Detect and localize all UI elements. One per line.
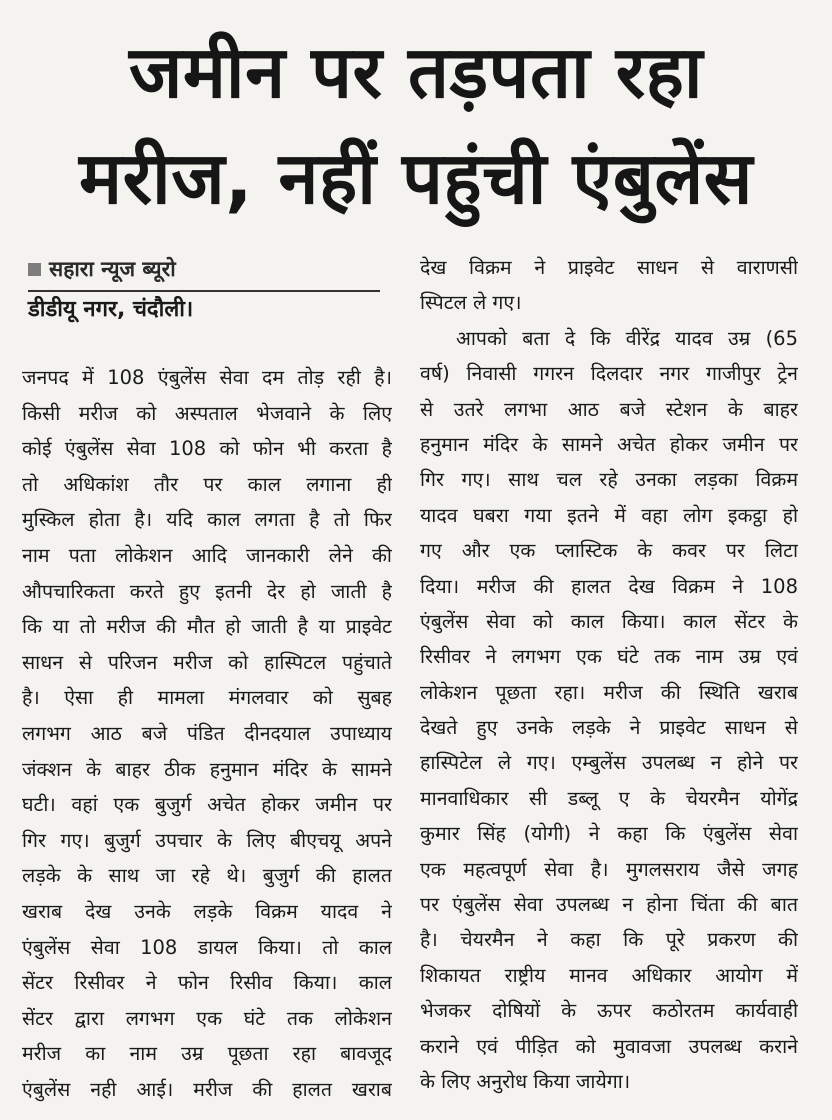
byline-block (28, 252, 380, 328)
article-column-right (420, 250, 798, 1099)
body-line: किसी मरीज को अस्पताल भेजवाने के लिए (22, 401, 392, 425)
body-line: वर्ष) निवासी गगरन दिलदार नगर गाजीपुर ट्रेन (420, 362, 798, 386)
body-line: से उतरे लगभा आठ बजे स्टेशन के बाहर (420, 397, 798, 421)
body-line: जंक्शन के बाहर ठीक हनुमान मंदिर के सामने (22, 757, 392, 781)
body-line: भेजकर दोषियों के ऊपर कठोरतम कार्यवाही (420, 999, 798, 1023)
body-line: दिया। मरीज की हालत देख विक्रम ने 108 (420, 574, 798, 598)
byline-text: सहारा न्यूज ब्यूरो (49, 257, 176, 281)
body-line: सेंटर रिसीवर ने फोन रिसीव किया। काल (22, 971, 392, 995)
body-line: गिर गए। साथ चल रहे उनका लड़का विक्रम (420, 468, 798, 492)
body-line: हनुमान मंदिर के सामने अचेत होकर जमीन पर (420, 432, 798, 456)
body-line: एंबुलेंस नही आई। मरीज की हालत खराब (22, 1077, 392, 1101)
body-line: साधन से परिजन मरीज को हास्पिटल पहुंचाते (22, 650, 392, 674)
body-line: जनपद में 108 एंबुलेंस सेवा दम तोड़ रही है। (22, 366, 392, 389)
body-line: औपचारिकता करते हुए इतनी देर हो जाती है (22, 579, 392, 603)
body-line: हास्पिटेल ले गए। एम्बुलेंस उपलब्ध न होने पर (420, 751, 798, 775)
body-line: लगभग आठ बजे पंडित दीनदयाल उपाध्याय (22, 721, 392, 745)
body-line: कुमार सिंह (योगी) ने कहा कि एंबुलेंस सेवा (420, 822, 798, 846)
body-line: मुस्किल होता है। यदि काल लगता है तो फिर (22, 508, 392, 532)
body-line: गए और एक प्लास्टिक के कवर पर लिटा (420, 539, 798, 563)
body-line: यादव घबरा गया इतने में वहा लोग इकट्ठा हो (420, 503, 798, 527)
body-line: घटी। वहां एक बुजुर्ग अचेत होकर जमीन पर (22, 793, 392, 817)
headline-line-2: मरीज, नहीं पहुंची एंबुलेंस (79, 136, 753, 220)
body-line: कराने एवं पीड़ित को मुवावजा उपलब्ध कराने (420, 1034, 798, 1058)
body-line: आपको बता दे कि वीरेंद्र यादव उम्र (65 (456, 326, 798, 350)
body-line: के लिए अनुरोध किया जायेगा। (420, 1069, 631, 1093)
body-line: रिसीवर ने लगभग एक घंटे तक नाम उम्र एवं (420, 645, 798, 669)
body-line: है। चेयरमैन ने कहा कि पूरे प्रकरण की (420, 928, 798, 952)
body-line: तो अधिकांश तौर पर काल लगाना ही (22, 472, 392, 496)
body-line: पर एंबुलेंस सेवा उपलब्ध न होना चिंता की बात (420, 893, 798, 917)
body-line: है। ऐसा ही मामला मंगलवार को सुबह (22, 686, 392, 710)
body-line: एक महत्वपूर्ण सेवा है। मुगलसराय जैसे जगह (420, 857, 798, 881)
body-line: कोई एंबुलेंस सेवा 108 को फोन भी करता है (22, 437, 392, 461)
body-line: स्पिटल ले गए। (420, 291, 522, 315)
headline-line-1: जमीन पर तड़पता रहा (128, 30, 704, 114)
square-bullet-icon (28, 263, 41, 276)
body-line: नाम पता लोकेशन आदि जानकारी लेने की (22, 543, 392, 567)
byline (28, 252, 380, 286)
body-line: लोकेशन पूछता रहा। मरीज की स्थिति खराब (420, 680, 798, 704)
body-line: कि या तो मरीज की मौत हो जाती है या प्राइवेट (22, 615, 392, 639)
body-line: गिर गए। बुजुर्ग उपचार के लिए बीएचयू अपने (22, 828, 392, 852)
dateline: डीडीयू नगर, चंदौली। (28, 296, 194, 322)
body-line: लड़के के साथ जा रहे थे। बुजुर्ग की हालत (22, 864, 392, 888)
body-line: खराब देख उनके लड़के विक्रम यादव ने (22, 899, 392, 923)
body-line: देखते हुए उनके लड़के ने प्राइवेट साधन से (420, 716, 798, 740)
body-line: एंबुलेंस सेवा 108 डायल किया। तो काल (22, 935, 392, 959)
article-column-left (22, 360, 392, 1107)
body-line: एंबुलेंस सेवा को काल किया। काल सेंटर के (420, 609, 798, 633)
body-line: सेंटर द्वारा लगभग एक घंटे तक लोकेशन (22, 1006, 392, 1030)
body-line: शिकायत राष्ट्रीय मानव अधिकार आयोग में (420, 963, 798, 987)
body-line: देख विक्रम ने प्राइवेट साधन से वाराणसी (420, 256, 798, 279)
body-line: मरीज का नाम उम्र पूछता रहा बावजूद (22, 1042, 392, 1066)
body-line: मानवाधिकार सी डब्लू ए के चेयरमैन योगेंद्र (420, 786, 798, 810)
